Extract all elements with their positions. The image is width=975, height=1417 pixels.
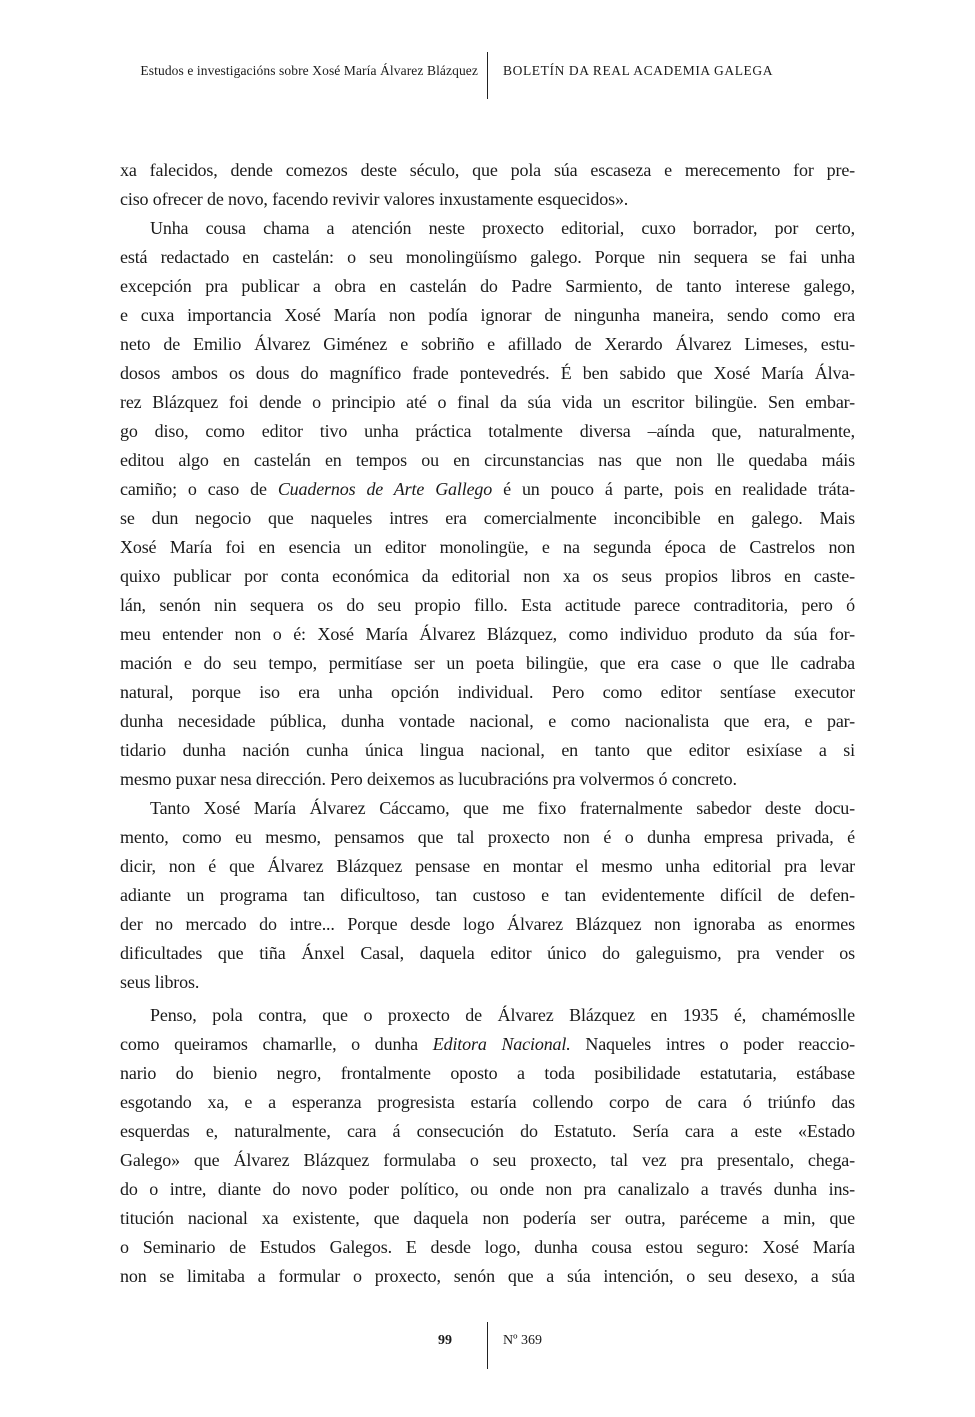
text-line: tidario dunha nación cunha única lingua nacional, en tanto que editor esixíase a si bbox=[120, 740, 855, 760]
text-line: excepción pra publicar a obra en castelán do Padre Sarmiento, de tanto interese galego, bbox=[120, 276, 855, 296]
text-line: Galego» que Álvarez Blázquez formulaba o seu proxecto, tal vez pra presentalo, chega- bbox=[120, 1150, 855, 1170]
header-divider bbox=[487, 52, 488, 99]
text-line: do o intre, diante do novo poder político, ou onde non pra canalizalo a través dunha ins- bbox=[120, 1179, 855, 1199]
paragraph bbox=[120, 156, 855, 214]
text-line: Xosé María foi en esencia un editor monolingüe, e na segunda época de Castrelos non bbox=[120, 537, 855, 557]
text-line: go diso, como editor tivo unha práctica totalmente diversa –aínda que, naturalmente, bbox=[120, 421, 855, 441]
text-line: o Seminario de Estudos Galegos. E desde logo, dunha cousa estou seguro: Xosé María bbox=[120, 1237, 855, 1257]
running-header-journal: BOLETÍN DA REAL ACADEMIA GALEGA bbox=[503, 63, 774, 78]
text-line: non se limitaba a formular o proxecto, senón que a súa intención, o seu desexo, a súa bbox=[120, 1266, 855, 1286]
text-line: xa falecidos, dende comezos deste século, que pola súa escaseza e merecemento for pre- bbox=[120, 160, 855, 180]
text-line: se dun negocio que naqueles intres era comercialmente inconcibible en galego. Mais bbox=[120, 508, 855, 528]
text-line: rez Blázquez foi dende o principio até o final da súa vida un escritor bilingüe. Sen embar- bbox=[120, 392, 855, 412]
text-line: como queiramos chamarlle, o dunha Editora Nacional. Naqueles intres o poder reaccio- bbox=[120, 1034, 855, 1054]
page-number: 99 bbox=[438, 1333, 452, 1348]
text-line: quixo publicar por conta económica da editorial non xa os seus propios libros en caste- bbox=[120, 566, 855, 586]
text-line: está redactado en castelán: o seu monolingüísmo galego. Porque nin sequera se fai unha bbox=[120, 247, 855, 267]
text-line: Unha cousa chama a atención neste proxecto editorial, cuxo borrador, por certo, bbox=[150, 218, 855, 238]
text-line: dicir, non é que Álvarez Blázquez pensase en montar el mesmo unha editorial pra levar bbox=[120, 856, 855, 876]
issue-number: Nº 369 bbox=[503, 1333, 542, 1348]
text-line: neto de Emilio Álvarez Giménez e sobriño e afillado de Xerardo Álvarez Limeses, estu- bbox=[120, 334, 855, 354]
footer-divider bbox=[487, 1322, 488, 1369]
text-line: esgotando xa, e a esperanza progresista estaría collendo corpo de cara ó triúnfo das bbox=[120, 1092, 855, 1112]
text-line: lán, senón nin sequera os do seu propio fillo. Esta actitude parece contraditoria, pero ó bbox=[120, 595, 855, 615]
text-line: Tanto Xosé María Álvarez Cáccamo, que me fixo fraternalmente sabedor deste docu- bbox=[150, 798, 855, 818]
text-line: nario do bienio negro, frontalmente oposto a toda posibilidade estatutaria, estábase bbox=[120, 1063, 855, 1083]
paragraph bbox=[120, 214, 855, 794]
text-line: ciso ofrecer de novo, facendo revivir valores inxustamente esquecidos». bbox=[120, 189, 629, 209]
text-line: mación e do seu tempo, permitíase ser un poeta bilingüe, que era case o que lle cadraba bbox=[120, 653, 855, 673]
text-line: seus libros. bbox=[120, 972, 200, 992]
text-line: mesmo puxar nesa dirección. Pero deixemos as lucubracións pra volvermos ó concreto. bbox=[120, 769, 737, 789]
text-line: natural, porque iso era unha opción individual. Pero como editor sentíase executor bbox=[120, 682, 855, 702]
text-line: camiño; o caso de Cuadernos de Arte Gallego é un pouco á parte, pois en realidade trátа- bbox=[120, 479, 855, 499]
text-line: editou algo en castelán en tempos ou en circunstancias nas que non lle quedaba máis bbox=[120, 450, 855, 470]
paragraph bbox=[120, 1001, 855, 1291]
text-line: der no mercado do intre... Porque desde logo Álvarez Blázquez non ignoraba as enormes bbox=[120, 914, 855, 934]
text-line: Penso, pola contra, que o proxecto de Álvarez Blázquez en 1935 é, chamémoslle bbox=[150, 1005, 855, 1025]
text-line: titución nacional xa existente, que daquela non podería ser outra, paréceme a min, que bbox=[120, 1208, 855, 1228]
text-line: dificultades que tiña Ánxel Casal, daquela editor único do galeguismo, pra vender os bbox=[120, 943, 855, 963]
text-line: dunha necesidade pública, dunha vontade nacional, e como nacionalista que era, e par- bbox=[120, 711, 855, 731]
italic-title: Editora Nacional. bbox=[432, 1034, 571, 1054]
body-text bbox=[120, 156, 855, 1291]
paragraph bbox=[120, 794, 855, 997]
text-line: mento, como eu mesmo, pensamos que tal proxecto non é o dunha empresa privada, é bbox=[120, 827, 855, 847]
text-line: adiante un programa tan dificultoso, tan custoso e tan evidentemente difícil de defen- bbox=[120, 885, 855, 905]
text-line: meu entender non o é: Xosé María Álvarez Blázquez, como individuo produto da súa for- bbox=[120, 624, 855, 644]
text-line: esquerdas e, naturalmente, cara á consecución do Estatuto. Sería cara a este «Estado bbox=[120, 1121, 855, 1141]
text-line: e cuxa importancia Xosé María non podía ignorar de ningunha maneira, sendo como era bbox=[120, 305, 855, 325]
italic-title: Cuadernos de Arte Gallego bbox=[277, 479, 493, 499]
text-line: dosos ambos os dous do magnífico frade pontevedrés. É ben sabido que Xosé María Álva- bbox=[120, 363, 855, 383]
running-header-title: Estudos e investigacións sobre Xosé María Álvarez Blázquez bbox=[140, 63, 478, 78]
